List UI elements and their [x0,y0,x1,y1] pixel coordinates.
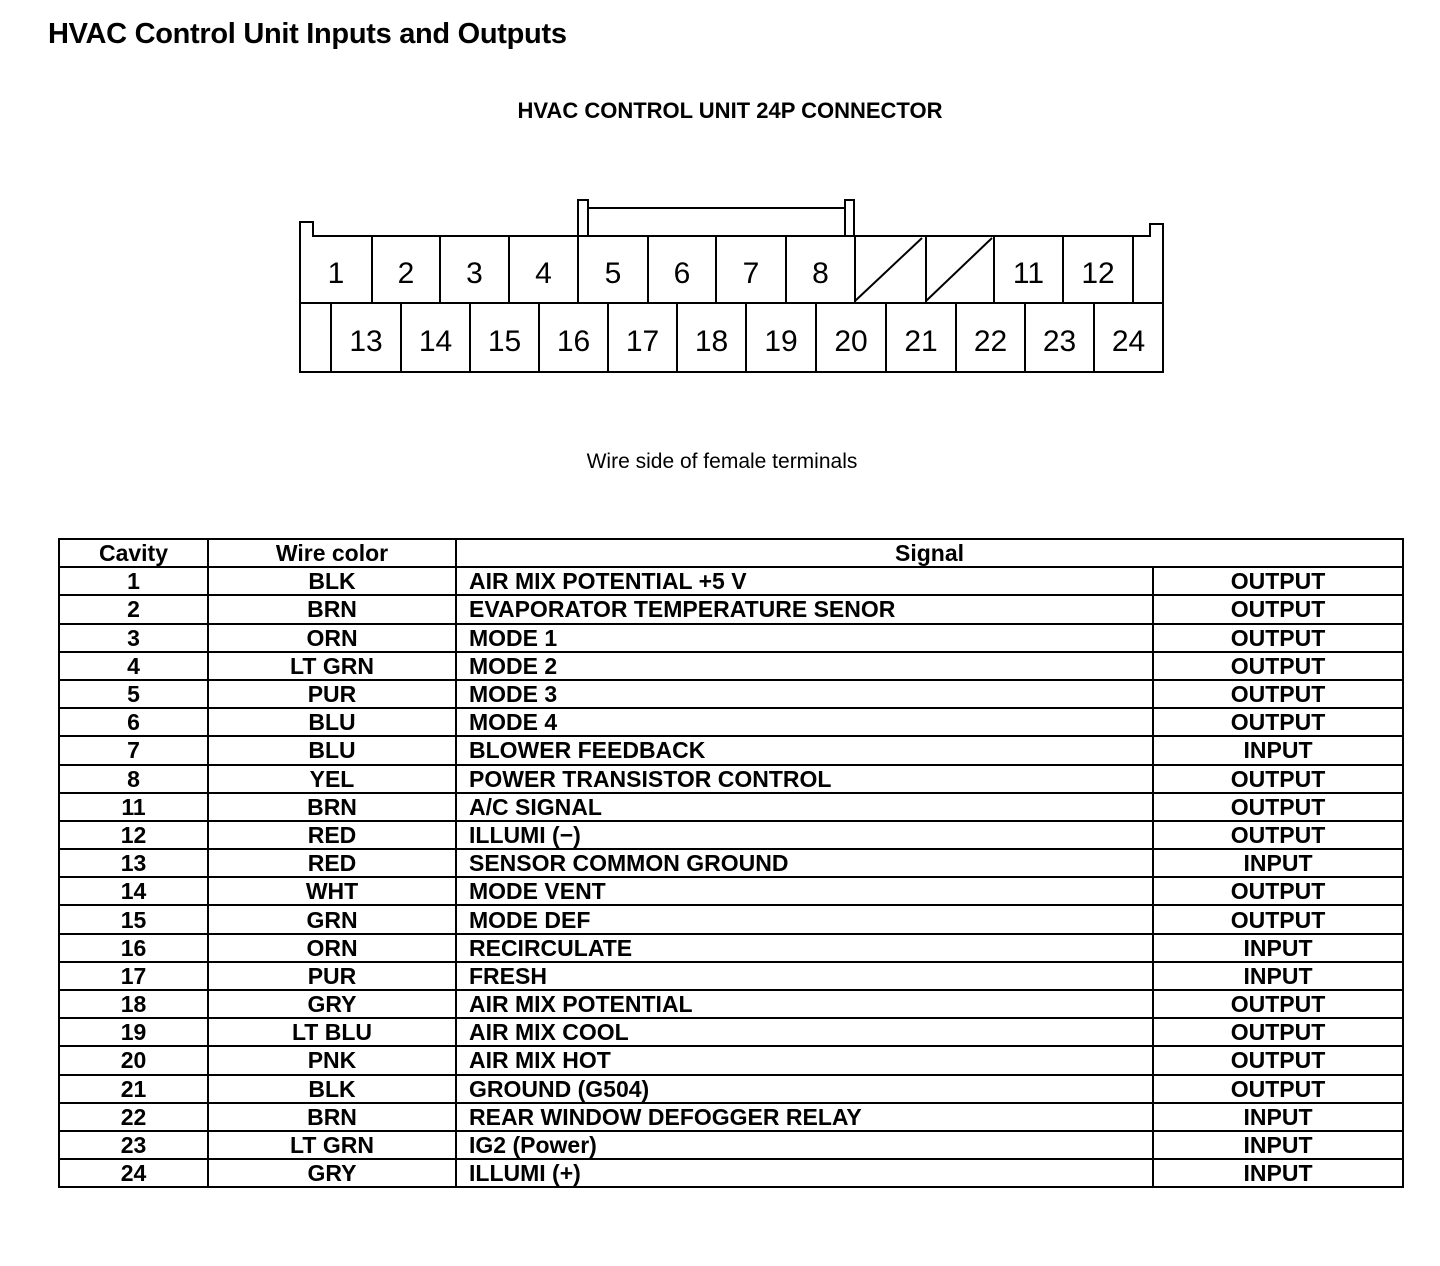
table-row [59,567,1403,595]
cavity-cell: 1 [59,567,208,595]
signal-cell: AIR MIX POTENTIAL [456,990,1153,1018]
table-row [59,595,1403,623]
cavity-number-label: 19 [764,325,798,358]
wire-color-cell: LT GRN [208,652,456,680]
direction-cell: OUTPUT [1153,821,1403,849]
cavity-cell: 24 [59,1159,208,1187]
table-row [59,1131,1403,1159]
cavity-cell: 19 [59,1018,208,1046]
cavity-number-label: 3 [466,257,483,290]
signal-cell: EVAPORATOR TEMPERATURE SENOR [456,595,1153,623]
direction-cell: INPUT [1153,1131,1403,1159]
direction-cell: OUTPUT [1153,793,1403,821]
cavity-cell: 11 [59,793,208,821]
table-row [59,877,1403,905]
cavity-number-label: 14 [418,325,453,358]
cavity-cell: 6 [59,708,208,736]
table-row [59,934,1403,962]
wire-color-cell: YEL [208,765,456,793]
table-row [59,1046,1403,1074]
connector-latch [578,200,854,236]
cavity-cell: 12 [59,821,208,849]
signal-cell: IG2 (Power) [456,1131,1153,1159]
wire-color-cell: BLU [208,736,456,764]
direction-cell: INPUT [1153,849,1403,877]
cavity-number-label: 16 [556,325,591,358]
table-row [59,680,1403,708]
header-wire-color: Wire color [208,539,456,567]
wire-color-cell: GRY [208,990,456,1018]
direction-cell: OUTPUT [1153,652,1403,680]
signal-cell: MODE DEF [456,905,1153,933]
signal-cell: AIR MIX COOL [456,1018,1153,1046]
wire-color-cell: PUR [208,680,456,708]
signal-cell: FRESH [456,962,1153,990]
signal-cell: GROUND (G504) [456,1075,1153,1103]
direction-cell: OUTPUT [1153,990,1403,1018]
signal-cell: MODE VENT [456,877,1153,905]
direction-cell: INPUT [1153,1103,1403,1131]
signal-cell: RECIRCULATE [456,934,1153,962]
direction-cell: OUTPUT [1153,1046,1403,1074]
table-row [59,905,1403,933]
blank-cavity-10 [926,238,992,301]
table-row [59,849,1403,877]
table-row [59,624,1403,652]
cavity-cell: 18 [59,990,208,1018]
direction-cell: OUTPUT [1153,765,1403,793]
signal-cell: AIR MIX POTENTIAL +5 V [456,567,1153,595]
table-row [59,765,1403,793]
cavity-cell: 17 [59,962,208,990]
direction-cell: OUTPUT [1153,595,1403,623]
table-row [59,708,1403,736]
cavity-number-label: 1 [327,257,345,290]
wire-color-cell: ORN [208,624,456,652]
cavity-number-label: 15 [487,325,522,358]
blank-cavity-9 [855,238,922,301]
wire-color-cell: PNK [208,1046,456,1074]
table-row [59,652,1403,680]
table-row [59,990,1403,1018]
cavity-number-label: 5 [604,257,622,290]
cavity-number-label: 21 [904,325,938,358]
signal-cell: SENSOR COMMON GROUND [456,849,1153,877]
direction-cell: OUTPUT [1153,708,1403,736]
cavity-number-label: 11 [1012,257,1045,290]
cavity-number-label: 8 [812,257,829,290]
direction-cell: INPUT [1153,1159,1403,1187]
cavity-number-label: 18 [694,325,729,358]
wire-color-cell: LT GRN [208,1131,456,1159]
table-row [59,1103,1403,1131]
signal-cell: MODE 3 [456,680,1153,708]
cavity-number-label: 6 [673,257,691,290]
connector-title: HVAC CONTROL UNIT 24P CONNECTOR [517,98,943,123]
signal-cell: MODE 4 [456,708,1153,736]
direction-cell: INPUT [1153,962,1403,990]
direction-cell: OUTPUT [1153,877,1403,905]
wire-color-cell: PUR [208,962,456,990]
cavity-cell: 7 [59,736,208,764]
wire-color-cell: BRN [208,595,456,623]
wire-color-cell: RED [208,821,456,849]
table-row [59,1159,1403,1187]
direction-cell: OUTPUT [1153,624,1403,652]
cavity-cell: 3 [59,624,208,652]
page-title: HVAC Control Unit Inputs and Outputs [48,18,567,50]
connector-diagram [0,0,1440,440]
signal-cell: A/C SIGNAL [456,793,1153,821]
cavity-cell: 2 [59,595,208,623]
cavity-number-label: 4 [535,257,552,290]
pinout-table [58,538,1404,1188]
table-row [59,962,1403,990]
wire-color-cell: GRN [208,905,456,933]
signal-cell: ILLUMI (−) [456,821,1153,849]
cavity-number-label: 20 [834,325,868,358]
wire-color-cell: GRY [208,1159,456,1187]
wire-color-cell: BRN [208,1103,456,1131]
table-row [59,821,1403,849]
wire-color-cell: ORN [208,934,456,962]
signal-cell: POWER TRANSISTOR CONTROL [456,765,1153,793]
cavity-number-label: 24 [1111,325,1146,358]
direction-cell: OUTPUT [1153,567,1403,595]
wire-color-cell: BRN [208,793,456,821]
table-row [59,736,1403,764]
cavity-cell: 8 [59,765,208,793]
cavity-cell: 5 [59,680,208,708]
cavity-number-label: 7 [742,257,760,290]
direction-cell: INPUT [1153,934,1403,962]
signal-cell: BLOWER FEEDBACK [456,736,1153,764]
table-row [59,793,1403,821]
direction-cell: OUTPUT [1153,680,1403,708]
signal-cell: MODE 2 [456,652,1153,680]
header-signal: Signal [456,539,1403,567]
cavity-cell: 15 [59,905,208,933]
cavity-number-label: 22 [973,325,1008,358]
header-cavity: Cavity [59,539,208,567]
wire-color-cell: BLK [208,1075,456,1103]
table-row [59,1018,1403,1046]
direction-cell: OUTPUT [1153,905,1403,933]
signal-cell: MODE 1 [456,624,1153,652]
wire-color-cell: BLU [208,708,456,736]
cavity-number-label: 23 [1042,325,1077,358]
cavity-cell: 21 [59,1075,208,1103]
table-header-row [59,539,1403,567]
wire-color-cell: LT BLU [208,1018,456,1046]
wire-color-cell: WHT [208,877,456,905]
cavity-cell: 23 [59,1131,208,1159]
cavity-cell: 14 [59,877,208,905]
wire-color-cell: RED [208,849,456,877]
cavity-cell: 4 [59,652,208,680]
wire-color-cell: BLK [208,567,456,595]
connector-caption: Wire side of female terminals [586,450,858,473]
signal-cell: AIR MIX HOT [456,1046,1153,1074]
signal-cell: REAR WINDOW DEFOGGER RELAY [456,1103,1153,1131]
cavity-number-label: 12 [1081,257,1115,290]
cavity-cell: 22 [59,1103,208,1131]
cavity-cell: 13 [59,849,208,877]
cavity-number-label: 2 [397,257,415,290]
cavity-cell: 16 [59,934,208,962]
cavity-number-label: 17 [625,325,660,358]
direction-cell: OUTPUT [1153,1075,1403,1103]
cavity-number-label: 13 [349,325,383,358]
direction-cell: OUTPUT [1153,1018,1403,1046]
table-row [59,1075,1403,1103]
direction-cell: INPUT [1153,736,1403,764]
cavity-cell: 20 [59,1046,208,1074]
signal-cell: ILLUMI (+) [456,1159,1153,1187]
